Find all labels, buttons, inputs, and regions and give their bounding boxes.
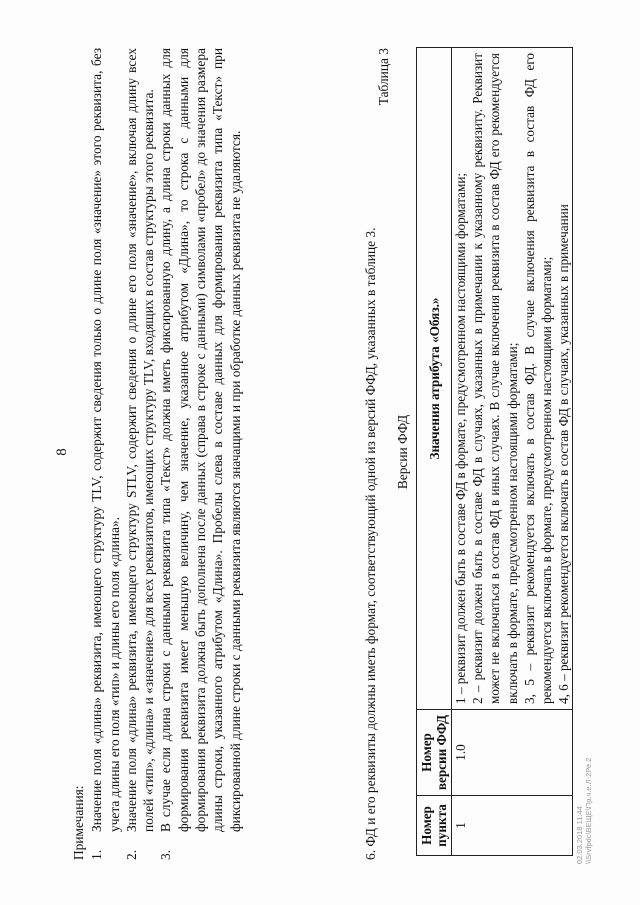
note-number: 2. [123, 849, 139, 860]
value-line: 1 – реквизит должен быть в составе ФД в формате, предусмотренном настоящими форматами; [453, 172, 468, 704]
note-number: 3. [158, 849, 174, 860]
notes-block [70, 48, 244, 860]
value-line: 4, 6 – реквизит рекомендуется включать в состав ФД в случаях, указанных в примечании [556, 204, 572, 704]
note-item-3 [157, 48, 243, 860]
header-values: Значения атрибута «Обяз.» [417, 48, 452, 710]
cell-number: 1 [452, 796, 573, 856]
note-item-1 [88, 48, 123, 860]
value-line: 3, 5 – реквизит рекомендуется включать в состав ФД. В случае включения реквизита в состав ФД его рекомендуется включать в формате, предусмотренном настоящими форматами; [521, 53, 555, 704]
rotated-content [50, 32, 610, 872]
cell-values [452, 48, 573, 710]
notes-heading: Примечания: [71, 785, 86, 860]
cell-version: 1.0 [452, 710, 573, 796]
note-text: Значение поля «длина» реквизита, имеющего структуру STLV, содержит сведения о длине его поля «значение», включая длину всех полей «тип», «длина» и «значение» для всех реквизитов, имеющих структуру TLV, входящих в состав структуры этого реквизита. [123, 48, 157, 832]
footer-stamp-line: 02.03.2018 11:44 [575, 806, 584, 864]
note-text: Значение поля «длина» реквизита, имеющего структуру TLV, содержит сведения только о длине поля «значение» этого реквизита, без учета длины его поля «тип» и длины его поля «длина». [89, 48, 122, 832]
section-6-paragraph: 6. ФД и его реквизиты должны иметь формат, соответствующий одной из версий ФФД, указанных в таблице 3. [363, 227, 378, 860]
ffd-versions-table [416, 47, 573, 856]
footer-stamp [575, 758, 593, 864]
table-row [452, 48, 573, 856]
note-text: В случае если длина строки с данными реквизита типа «Текст» должна иметь фиксированную длину, а длина строки данных для формирования реквизита имеет меньшую величину, чем значение, указанное атрибутом «Длина», то строка с данными для формирования реквизита должна быть дополнена после данных (справа в строке с данными) символами «пробел» до значения размера длины строки, указанного атрибутом «Длина». Пробелы слева в составе данных для формирования реквизита типа «Текст» при фиксированной длине строки с данными реквизита являются значащими и при обработке данных реквизита не удаляются. [158, 48, 243, 832]
header-number: Номер пункта [417, 796, 452, 856]
note-item-2 [123, 48, 158, 860]
table-header-row [417, 48, 452, 856]
table-title: Версии ФФД [395, 414, 410, 490]
page-number: 8 [54, 448, 70, 456]
footer-stamp-line: \\Srvfpdc\ВЕЩЕ\Пр.ч.е.Л-2Ре.2 [584, 757, 593, 864]
table-label: Таблица 3 [376, 48, 391, 106]
note-number: 1. [89, 849, 105, 860]
header-version: Номер версии ФФД [417, 710, 452, 796]
value-line: 2 – реквизит должен быть в составе ФД в случаях, указанных в примечании к указанному реквизиту. Реквизит может не включаться в состав ФД в иных случаях. В случае включения реквизита в состав ФД его рекомендуется включать в формате, предусмотренном настоящими форматами; [470, 53, 520, 704]
